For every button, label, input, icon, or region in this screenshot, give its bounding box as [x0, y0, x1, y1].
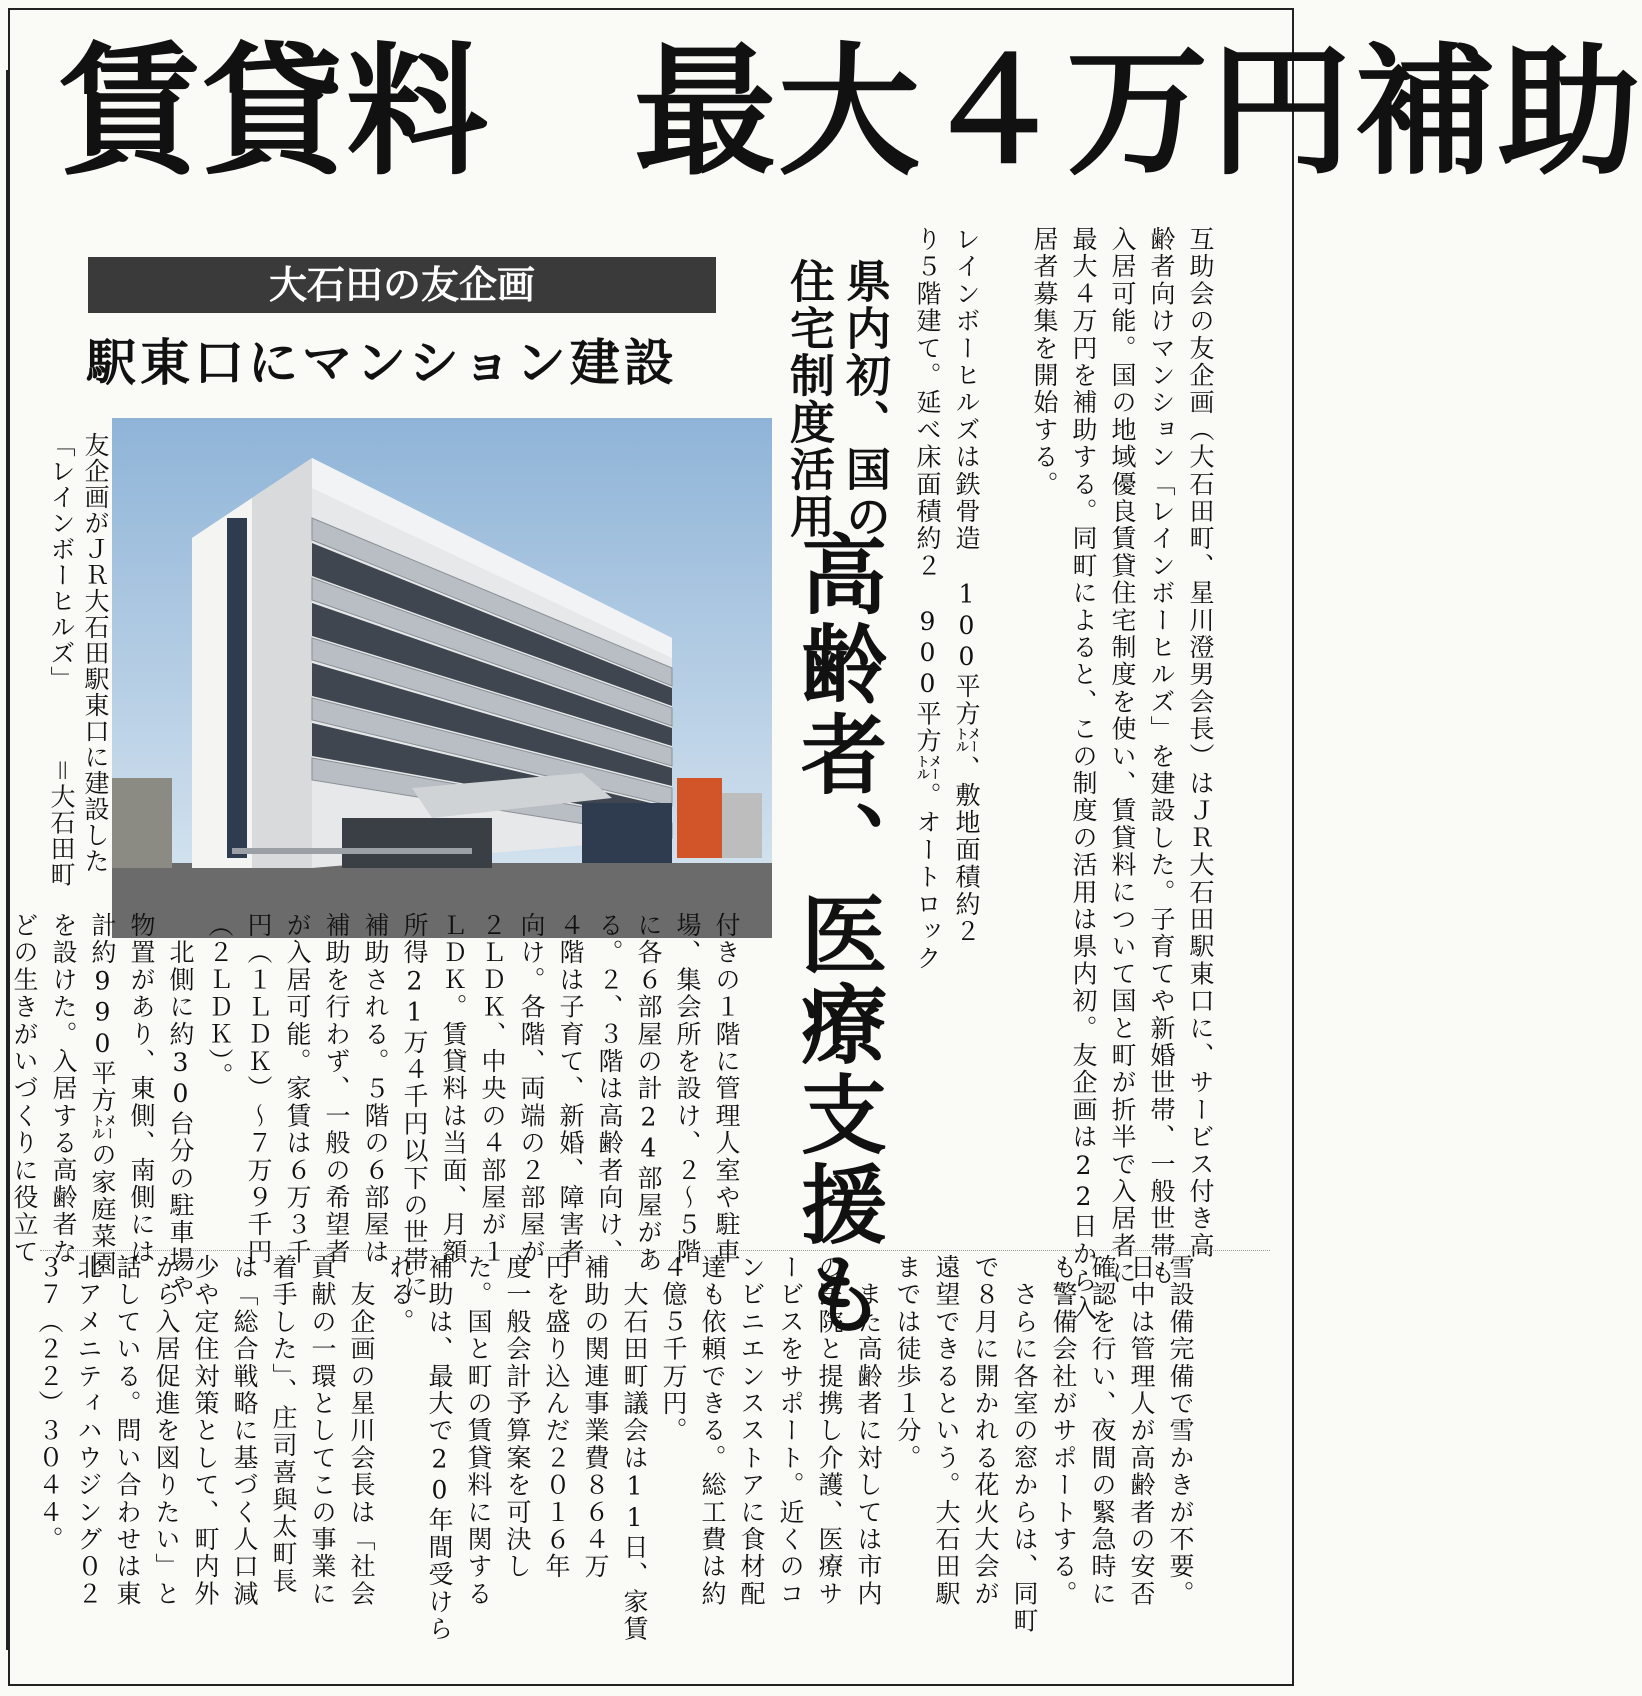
deck-headline: 県内初、国の 住宅制度活用 — [782, 258, 891, 540]
subhead: 駅東口にマンション建設 — [86, 333, 678, 392]
left-rule — [6, 70, 9, 1650]
big-headline: 高齢者、医療支援も — [786, 530, 887, 1340]
body-column-top: 互助会の友企画（大石田町、星川澄男会長）はＪＲ大石田駅東口に、サービス付き高 齢者向けマンション「レインボーヒルズ」を建設した。子育てや新婚世帯、一般世帯も 入居可能。国の地域優良賃貸住宅制度を使い、賃貸料について国と町が折半で入居者に 最大４万円を補助する。同町によると、この制度の活用は県内初。友企画は22日から入 居者募集を開始する。 レインボーヒルズは鉄骨造 100平方㍍、敷地面積約２ り５階建て。延べ床面積約２ 900平方㍍。オートロック — [913, 226, 1215, 1322]
body-column-bottom: 雪設備完備で雪かきが不要。 日中は管理人が高齢者の安否 確認を行い、夜間の緊急時に も警備会社がサポートする。 さらに各室の窓からは、同町 で８月に開かれる花火大会が 遠望できるという。大石田駅 までは徒歩１分。 また高齢者に対しては市内 の医院と提携し介護、医療サ ービスをサポート。近くのコ ンビニエンスストアに食材配 達も依頼できる。総工費は約 ４億５千万円。 大石田町議会は11日、家賃 補助の関連事業費８６４万 円を盛り込んだ２０１６年 度一般会計予算案を可決し た。国と町の賃貸料に関する 補助は、最大で20年間受けら れる。 友企画の星川会長は「社会 貢献の一環としてこの事業に 着手した」、庄司喜與太町長 は「総合戦略に基づく人口減 少や定住対策として、町内外 から入居促進を図りたい」と 話している。問い合わせは東 北アメニティハウジング０２ ３７（２２）３０４４。 — [35, 1254, 1195, 1643]
building-photo — [112, 418, 772, 938]
column-divider — [40, 1250, 1270, 1251]
headline: 賃貸料 最大４万円補助 — [58, 29, 1642, 195]
photo-caption: 友企画がＪＲ大石田駅東口に建設した 「レインボーヒルズ」 ＝大石田町 — [47, 432, 110, 888]
kicker-label: 大石田の友企画 — [88, 257, 716, 313]
body-column-middle: 付きの１階に管理人室や駐車 場、集会所を設け、２〜５階 に各６部屋の計24部屋があ る。２、３階は高齢者向け、 ４階は子育て、新婚、障害者 向け。各階、両端の２部屋が ２ＬＤＫ、中央の４部屋が１ ＬＤＫ。賃貸料は当面、月額 所得21万４千円以下の世帯に 補助される。５階の６部屋は 補助を行わず、一般の希望者 が入居可能。家賃は６万３千 円（１ＬＤＫ）〜７万９千円 （２ＬＤＫ）。 北側に約30台分の駐車場や 物置があり、東側、南側には 計約990平方㍍の家庭菜園 を設けた。入居する高齢者な どの生きがいづくりに役立て — [10, 912, 741, 1301]
